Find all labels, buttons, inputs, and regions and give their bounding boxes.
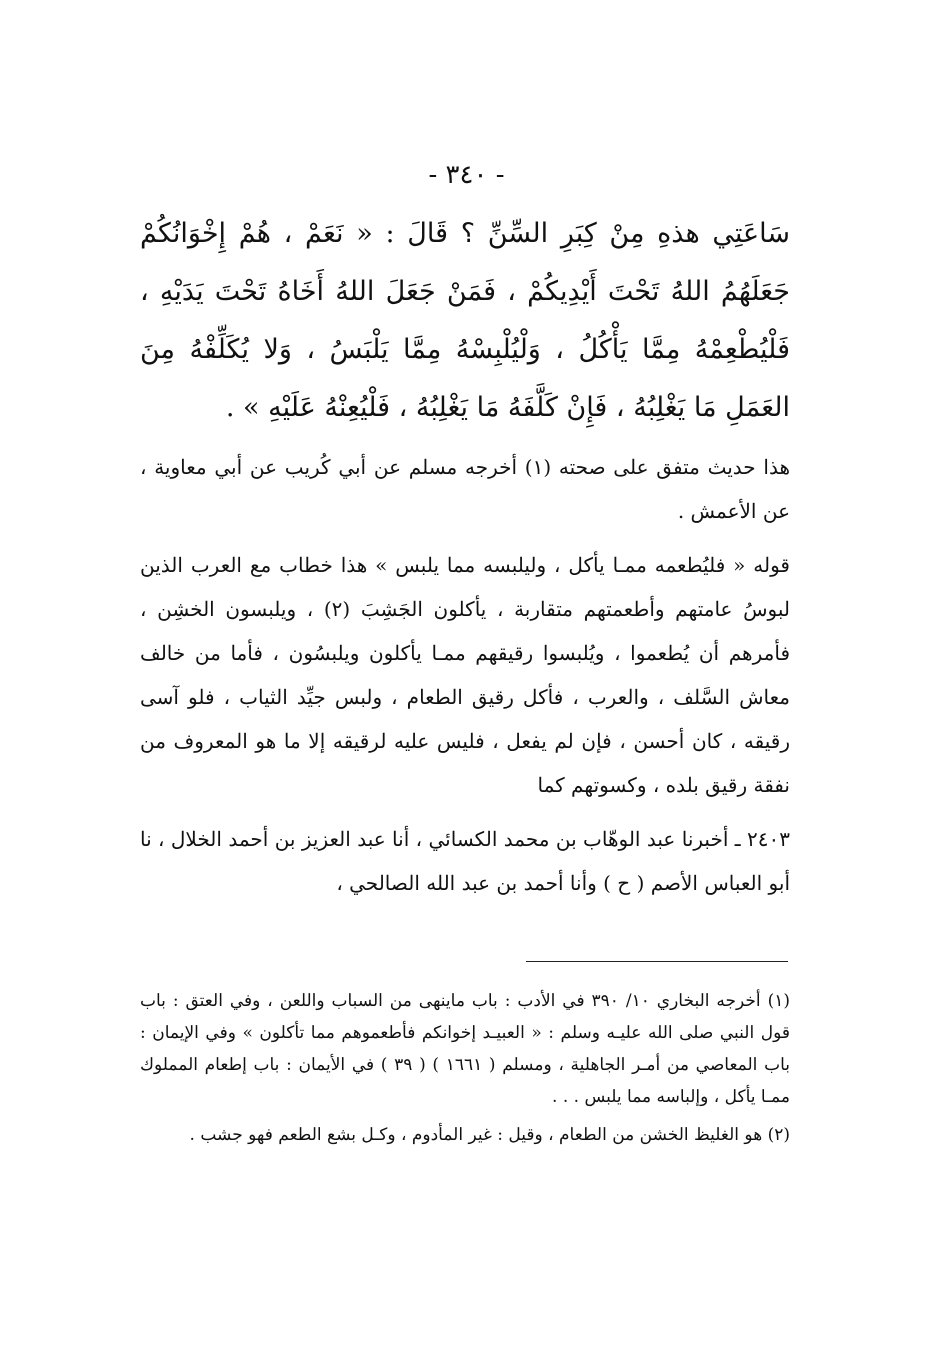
commentary-paragraph-1: هذا حديث متفق على صحته (١) أخرجه مسلم عن أبي كُريب عن أبي معاوية ، عن الأعمش . — [140, 455, 790, 523]
footnote-1: (١) أخرجه البخاري ١٠/ ٣٩٠ في الأدب : باب ماينهى من السباب واللعن ، وفي العتق : باب قول النبي صلى الله عليـه وسلم : « العبيـد إخوانكم فأطعموهم مما تأكلون » وفي الإيمان : باب المعاصي من أمـر الجاهلية ، ومسلم ( ١٦٦١ ) ( ٣٩ ) في الأيمان : باب إطعام المملوك ممـا يأكل ، وإلباسه مما يلبس . . . — [140, 991, 790, 1107]
main-text — [140, 205, 790, 915]
hadith-text: سَاعَتِي هذهِ مِنْ كِبَرِ السِّنِّ ؟ قَالَ : « نَعَمْ ، هُمْ إِخْوَانُكُمْ جَعَلَهُمُ اللهُ تَحْتَ أَيْدِيكُمْ ، فَمَنْ جَعَلَ اللهُ أَخَاهُ تَحْتَ يَدَيْهِ ، فَلْيُطْعِمْهُ مِمَّا يَأْكُلُ ، وَلْيُلْبِسْهُ مِمَّا يَلْبَسُ ، وَلا يُكَلِّفْهُ مِنَ العَمَلِ مَا يَغْلِبُهُ ، فَإِنْ كَلَّفَهُ مَا يَغْلِبُهُ ، فَلْيُعِنْهُ عَلَيْهِ » . — [140, 218, 790, 423]
footnote-2: (٢) هو الغليظ الخشن من الطعام ، وقيل : غير المأدوم ، وكـل بشع الطعم فهو جشب . — [189, 1125, 790, 1145]
footnotes — [140, 985, 790, 1157]
commentary-paragraph-2: قوله « فليُطعمه ممـا يأكل ، وليلبسه مما يلبس » هذا خطاب مع العرب الذين لبوسُ عامتهم وأطعمتهم متقاربة ، يأكلون الجَشِبَ (٢) ، ويلبسون الخشِن ، فأمرهم أن يُطعموا ، ويُلبسوا رقيقهم ممـا يأكلون ويلبسُون ، فأما من خالف معاش السَّلف ، والعرب ، فأكل رقيق الطعام ، ولبس جيِّد الثياب ، فلو آسى رقيقه ، كان أحسن ، فإن لم يفعل ، فليس عليه لرقيقه إلا ما هو المعروف من نفقة رقيق بلده ، وكسوتهم كما — [140, 553, 791, 797]
footnote-divider — [526, 961, 788, 962]
page-number: - ٣٤٠ - — [428, 160, 505, 190]
hadith-chain-paragraph: ٢٤٠٣ ـ أخبرنا عبد الوهّاب بن محمد الكسائي ، أنا عبد العزيز بن أحمد الخلال ، نا أبو العباس الأصم ( ح ) وأنا أحمد بن عبد الله الصالحي ، — [140, 827, 790, 895]
